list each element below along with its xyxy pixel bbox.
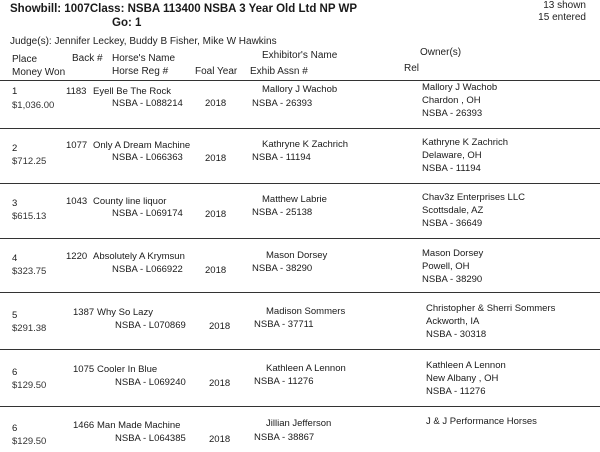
entry-year: 2018 bbox=[205, 209, 227, 220]
entry-money: $129.50 bbox=[12, 380, 47, 391]
entry-owner-assn: NSBA - 11194 bbox=[422, 163, 481, 174]
entry-year: 2018 bbox=[205, 153, 227, 164]
entry-owner-assn: NSBA - 11276 bbox=[426, 386, 486, 397]
entry-owner: Kathleen A Lennon bbox=[426, 360, 506, 371]
col-exhibitor-name: Exhibitor's Name bbox=[262, 50, 338, 61]
entry-year: 2018 bbox=[209, 434, 231, 445]
entry-owner: Chav3z Enterprises LLC bbox=[422, 192, 525, 203]
entry-back: 1075 bbox=[73, 364, 95, 375]
row-divider bbox=[0, 128, 600, 129]
entry-exhibitor: Mallory J Wachob bbox=[262, 84, 338, 95]
col-exhib-assn: Exhib Assn # bbox=[250, 66, 308, 77]
entry-exhibitor: Madison Sommers bbox=[266, 306, 346, 317]
entry-owner-city: Scottsdale, AZ bbox=[422, 205, 484, 216]
entry-back: 1387 bbox=[73, 307, 95, 318]
entry-horse: Absolutely A Krymsun bbox=[93, 251, 185, 262]
row-divider bbox=[0, 349, 600, 350]
go-label: Go: 1 bbox=[112, 17, 142, 29]
entry-horse: Only A Dream Machine bbox=[93, 140, 191, 151]
entry-owner-assn: NSBA - 30318 bbox=[426, 329, 487, 340]
entry-horse: Eyell Be The Rock bbox=[93, 86, 171, 97]
entry-money: $129.50 bbox=[12, 436, 47, 447]
row-divider bbox=[0, 183, 600, 184]
entry-reg: NSBA - L069240 bbox=[115, 377, 186, 388]
entry-year: 2018 bbox=[209, 321, 231, 332]
row-divider bbox=[0, 406, 600, 407]
entry-exhib-assn: NSBA - 26393 bbox=[252, 98, 313, 109]
entry-reg: NSBA - L088214 bbox=[112, 98, 183, 109]
header-divider bbox=[0, 80, 600, 81]
entry-place: 4 bbox=[12, 253, 18, 264]
entry-back: 1220 bbox=[66, 251, 88, 262]
entry-reg: NSBA - L066363 bbox=[112, 152, 183, 163]
row-divider bbox=[0, 292, 600, 293]
entry-money: $323.75 bbox=[12, 266, 47, 277]
entry-horse: Man Made Machine bbox=[97, 420, 181, 431]
entry-exhib-assn: NSBA - 11194 bbox=[252, 152, 311, 163]
entry-owner-assn: NSBA - 38290 bbox=[422, 274, 483, 285]
entry-exhibitor: Kathryne K Zachrich bbox=[262, 139, 349, 150]
entry-owner-city: New Albany , OH bbox=[426, 373, 499, 384]
entry-place: 1 bbox=[12, 86, 18, 97]
entry-exhib-assn: NSBA - 11276 bbox=[254, 376, 314, 387]
entry-owner-city: Delaware, OH bbox=[422, 150, 482, 161]
col-rel: Rel bbox=[404, 63, 420, 74]
entry-exhibitor: Kathleen A Lennon bbox=[266, 363, 346, 374]
showbill-title: Showbill: 1007Class: NSBA 113400 NSBA 3 Year Old Ltd NP WP bbox=[10, 3, 358, 15]
col-horse-name: Horse's Name bbox=[112, 53, 176, 64]
entry-owner-city: Powell, OH bbox=[422, 261, 470, 272]
entry-reg: NSBA - L069174 bbox=[112, 208, 183, 219]
entry-back: 1466 bbox=[73, 420, 95, 431]
row-divider bbox=[0, 238, 600, 239]
entry-reg: NSBA - L070869 bbox=[115, 320, 186, 331]
entry-reg: NSBA - L064385 bbox=[115, 433, 186, 444]
entry-owner-city: Ackworth, IA bbox=[426, 316, 480, 327]
entry-year: 2018 bbox=[205, 265, 227, 276]
entry-place: 3 bbox=[12, 198, 18, 209]
entry-back: 1077 bbox=[66, 140, 88, 151]
judges-line: Judge(s): Jennifer Leckey, Buddy B Fisher, Mike W Hawkins bbox=[10, 36, 277, 47]
entry-horse: County line liquor bbox=[93, 196, 167, 207]
entry-exhib-assn: NSBA - 37711 bbox=[254, 319, 314, 330]
entry-owner: Mason Dorsey bbox=[422, 248, 484, 259]
entry-year: 2018 bbox=[209, 378, 231, 389]
entry-money: $291.38 bbox=[12, 323, 47, 334]
entry-place: 6 bbox=[12, 423, 18, 434]
col-back-num: Back # bbox=[72, 53, 103, 64]
entry-place: 2 bbox=[12, 143, 18, 154]
entry-owner: Christopher & Sherri Sommers bbox=[426, 303, 556, 314]
entry-exhib-assn: NSBA - 25138 bbox=[252, 207, 313, 218]
entered-count: 15 entered bbox=[538, 12, 586, 23]
entry-owner-city: Chardon , OH bbox=[422, 95, 481, 106]
entry-horse: Cooler In Blue bbox=[97, 364, 158, 375]
entry-horse: Why So Lazy bbox=[97, 307, 153, 318]
entry-reg: NSBA - L066922 bbox=[112, 264, 183, 275]
entry-back: 1183 bbox=[66, 86, 87, 97]
entry-money: $615.13 bbox=[12, 211, 47, 222]
entry-owner-assn: NSBA - 36649 bbox=[422, 218, 483, 229]
col-place: Place bbox=[12, 54, 38, 65]
entry-money: $712.25 bbox=[12, 156, 47, 167]
entry-exhibitor: Mason Dorsey bbox=[266, 250, 328, 261]
entry-owner: Mallory J Wachob bbox=[422, 82, 498, 93]
entry-place: 5 bbox=[12, 310, 18, 321]
col-money-won: Money Won bbox=[12, 67, 66, 78]
shown-count: 13 shown bbox=[543, 0, 586, 11]
entry-place: 6 bbox=[12, 367, 18, 378]
entry-exhibitor: Jillian Jefferson bbox=[266, 418, 332, 429]
entry-money: $1,036.00 bbox=[12, 100, 55, 111]
col-foal-year: Foal Year bbox=[195, 66, 238, 77]
col-owners: Owner(s) bbox=[420, 47, 462, 58]
entry-exhib-assn: NSBA - 38290 bbox=[252, 263, 313, 274]
entry-exhib-assn: NSBA - 38867 bbox=[254, 432, 315, 443]
entry-back: 1043 bbox=[66, 196, 88, 207]
entry-owner: Kathryne K Zachrich bbox=[422, 137, 509, 148]
entry-exhibitor: Matthew Labrie bbox=[262, 194, 327, 205]
entry-year: 2018 bbox=[205, 98, 227, 109]
col-horse-reg: Horse Reg # bbox=[112, 66, 169, 77]
entry-owner-assn: NSBA - 26393 bbox=[422, 108, 483, 119]
entry-owner: J & J Performance Horses bbox=[426, 416, 537, 427]
